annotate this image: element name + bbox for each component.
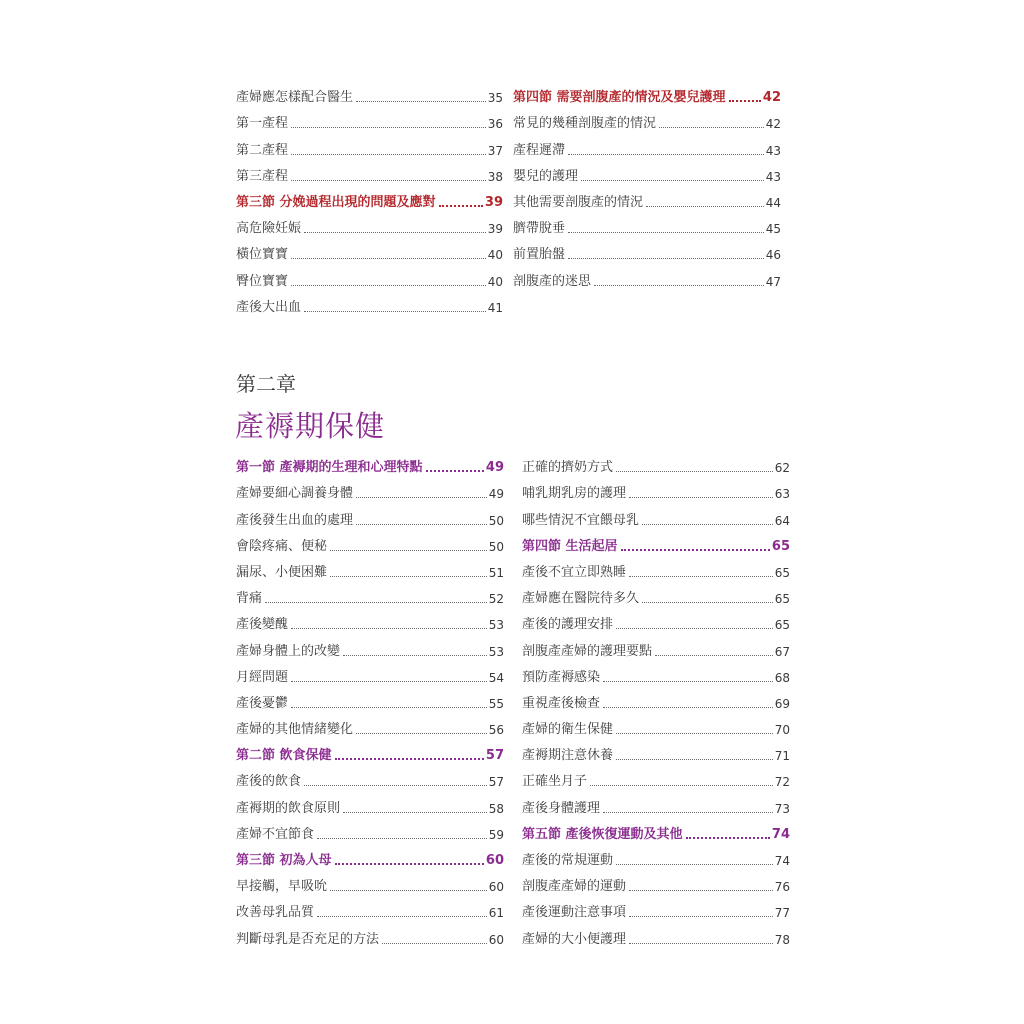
- dot-leader: [621, 549, 770, 551]
- toc-page-number: 38: [487, 169, 503, 184]
- toc-page-number: 53: [488, 618, 504, 633]
- toc-entry: [522, 660, 790, 686]
- toc-entry-title: 第二產程: [236, 142, 289, 158]
- toc-entry: [236, 921, 504, 947]
- toc-entry: [522, 921, 790, 947]
- toc-entry-title: 產後運動注意事項: [522, 905, 627, 921]
- dot-leader: [335, 758, 484, 760]
- dot-leader: [603, 681, 773, 682]
- toc-entry: [236, 529, 504, 555]
- dot-leader: [291, 285, 486, 286]
- toc-entry: [236, 106, 503, 132]
- toc-entry-title: 正確的擠奶方式: [522, 460, 614, 476]
- toc-page-number: 37: [487, 143, 503, 158]
- dot-leader: [642, 602, 773, 603]
- toc-section-heading: [522, 817, 790, 843]
- toc-entry: [522, 712, 790, 738]
- dot-leader: [603, 707, 773, 708]
- toc-entry-title: 剖腹產的迷思: [513, 273, 592, 289]
- dot-leader: [291, 258, 486, 259]
- toc-entry-title: 第二節 飲食保健: [236, 748, 332, 764]
- toc-entry-title: 哺乳期乳房的護理: [522, 486, 627, 502]
- toc-entry-title: 產後發生出血的處理: [236, 512, 354, 528]
- toc-page-number: 71: [774, 749, 790, 764]
- toc-page-number: 50: [488, 539, 504, 554]
- toc-entry-title: 剖腹產產婦的護理要點: [522, 643, 653, 659]
- toc-page-number: 47: [765, 274, 781, 289]
- toc-entry-title: 產婦的衛生保健: [522, 722, 614, 738]
- toc-entry-title: 剖腹產產婦的運動: [522, 879, 627, 895]
- toc-entry-title: 產婦應在醫院待多久: [522, 591, 640, 607]
- toc-page-number: 67: [774, 644, 790, 659]
- toc-entry-title: 哪些情況不宜餵母乳: [522, 512, 640, 528]
- toc-entry-title: 臍帶脫垂: [513, 221, 566, 237]
- toc-entry: [236, 502, 504, 528]
- dot-leader: [568, 258, 764, 259]
- dot-leader: [629, 497, 773, 498]
- toc-entry: [513, 263, 781, 289]
- toc-entry: [513, 159, 781, 185]
- toc-section-heading: [522, 529, 790, 555]
- toc-entry: [513, 211, 781, 237]
- toc-entry-title: 其他需要剖腹產的情況: [513, 194, 644, 210]
- toc-entry-title: 改善母乳品質: [236, 905, 315, 921]
- toc-entry: [522, 790, 790, 816]
- toc-entry: [236, 660, 504, 686]
- toc-column-bottom-left: [236, 450, 504, 948]
- toc-page-number: 43: [765, 169, 781, 184]
- toc-entry: [236, 555, 504, 581]
- toc-entry: [522, 633, 790, 659]
- toc-entry-title: 預防產褥感染: [522, 669, 601, 685]
- toc-entry-title: 產後憂鬱: [236, 695, 289, 711]
- toc-entry-title: 月經問題: [236, 669, 289, 685]
- toc-page-number: 74: [774, 854, 790, 868]
- toc-entry: [236, 237, 503, 263]
- toc-page-number: 58: [488, 801, 504, 816]
- toc-section-heading: [236, 185, 503, 211]
- toc-page-number: 36: [487, 117, 503, 132]
- toc-entry: [236, 132, 503, 158]
- toc-entry: [522, 843, 790, 869]
- dot-leader: [265, 602, 487, 603]
- toc-entry-title: 產後大出血: [236, 299, 302, 315]
- toc-page-number: 60: [488, 932, 504, 947]
- toc-entry-title: 產後的飲食: [236, 774, 302, 790]
- dot-leader: [603, 812, 773, 813]
- dot-leader: [335, 863, 484, 865]
- dot-leader: [330, 890, 487, 891]
- toc-entry-title: 第一產程: [236, 116, 289, 132]
- dot-leader: [291, 707, 487, 708]
- toc-page-number: 65: [771, 538, 790, 554]
- dot-leader: [356, 733, 487, 734]
- toc-entry-title: 產婦的大小便護理: [522, 931, 627, 947]
- toc-entry-title: 臀位寶寶: [236, 273, 289, 289]
- dot-leader: [356, 524, 487, 525]
- dot-leader: [343, 812, 487, 813]
- toc-entry: [236, 581, 504, 607]
- toc-entry-title: 高危險妊娠: [236, 221, 302, 237]
- dot-leader: [330, 550, 487, 551]
- toc-entry: [522, 502, 790, 528]
- dot-leader: [686, 837, 770, 839]
- toc-page-number: 49: [485, 460, 504, 476]
- toc-entry-title: 產程遲滯: [513, 142, 566, 158]
- dot-leader: [616, 759, 773, 760]
- toc-entry-title: 產褥期的飲食原則: [236, 800, 341, 816]
- dot-leader: [330, 576, 487, 577]
- toc-page-number: 73: [774, 801, 790, 816]
- toc-page-number: 78: [774, 932, 790, 947]
- dot-leader: [616, 733, 773, 734]
- toc-page-number: 43: [765, 143, 781, 158]
- toc-page-number: 65: [774, 618, 790, 633]
- toc-page-number: 45: [765, 222, 781, 237]
- toc-entry-title: 第三節 初為人母: [236, 853, 332, 868]
- toc-entry: [236, 476, 504, 502]
- toc-entry: [236, 607, 504, 633]
- dot-leader: [356, 101, 486, 102]
- dot-leader: [616, 864, 773, 865]
- toc-entry: [522, 450, 790, 476]
- toc-entry-title: 正確坐月子: [522, 774, 588, 790]
- toc-entry: [522, 555, 790, 581]
- toc-page-number: 68: [774, 670, 790, 685]
- toc-section-heading: [513, 80, 781, 106]
- toc-entry-title: 第三節 分娩過程出現的問題及應對: [236, 194, 436, 210]
- toc-entry-title: 產褥期注意休養: [522, 748, 614, 764]
- toc-entry: [236, 817, 504, 843]
- toc-entry: [236, 211, 503, 237]
- dot-leader: [291, 127, 486, 128]
- toc-section-heading: [236, 450, 504, 476]
- dot-leader: [590, 785, 773, 786]
- toc-page-number: 76: [774, 880, 790, 895]
- toc-page-number: 40: [487, 274, 503, 289]
- toc-page-number: 61: [488, 906, 504, 921]
- toc-entry-title: 產後的常規運動: [522, 853, 614, 868]
- toc-page-number: 40: [487, 248, 503, 263]
- toc-entry-title: 產後變醜: [236, 617, 289, 633]
- dot-leader: [629, 943, 773, 944]
- toc-entry: [513, 237, 781, 263]
- toc-entry-title: 產婦要細心調養身體: [236, 486, 354, 502]
- toc-column-top-right: [513, 80, 781, 290]
- dot-leader: [304, 232, 486, 233]
- dot-leader: [304, 785, 487, 786]
- toc-page-number: 42: [765, 117, 781, 132]
- toc-entry: [522, 476, 790, 502]
- toc-page-number: 39: [487, 222, 503, 237]
- toc-page-number: 35: [487, 91, 503, 106]
- dot-leader: [304, 311, 486, 312]
- toc-entry-title: 第五節 產後恢復運動及其他: [522, 826, 683, 842]
- toc-page-number: 44: [765, 195, 781, 210]
- toc-entry: [522, 686, 790, 712]
- dot-leader: [616, 628, 773, 629]
- toc-page-number: 63: [774, 487, 790, 502]
- toc-page-number: 54: [488, 670, 504, 685]
- dot-leader: [616, 471, 773, 472]
- toc-page-number: 77: [774, 906, 790, 921]
- toc-entry-title: 第一節 產褥期的生理和心理特點: [236, 460, 423, 476]
- dot-leader: [291, 681, 487, 682]
- toc-page-number: 51: [488, 565, 504, 580]
- toc-page-number: 69: [774, 696, 790, 711]
- toc-entry: [236, 159, 503, 185]
- toc-entry: [236, 290, 503, 316]
- dot-leader: [291, 628, 487, 629]
- toc-entry-title: 第四節 需要剖腹產的情況及嬰兒護理: [513, 90, 726, 106]
- toc-page-number: 49: [488, 487, 504, 502]
- toc-entry-title: 第四節 生活起居: [522, 538, 618, 554]
- toc-entry-title: 重視產後檢查: [522, 695, 601, 711]
- toc-page-number: 72: [774, 775, 790, 790]
- toc-page-number: 74: [771, 826, 790, 842]
- toc-page-number: 55: [488, 696, 504, 711]
- toc-entry-title: 產婦不宜節食: [236, 826, 315, 842]
- dot-leader: [655, 655, 773, 656]
- dot-leader: [356, 497, 487, 498]
- dot-leader: [642, 524, 773, 525]
- dot-leader: [594, 285, 764, 286]
- dot-leader: [729, 100, 761, 102]
- toc-entry-title: 嬰兒的護理: [513, 168, 579, 184]
- toc-page-number: 60: [485, 853, 504, 868]
- toc-entry: [236, 263, 503, 289]
- toc-entry: [522, 738, 790, 764]
- toc-entry: [236, 686, 504, 712]
- toc-entry-title: 判斷母乳是否充足的方法: [236, 931, 380, 947]
- toc-entry-title: 常見的幾種剖腹產的情況: [513, 116, 657, 132]
- toc-page-number: 59: [488, 827, 504, 842]
- toc-entry-title: 第三產程: [236, 168, 289, 184]
- toc-page-number: 52: [488, 592, 504, 607]
- chapter-label: 第二章: [236, 372, 296, 396]
- dot-leader: [426, 470, 484, 472]
- toc-page-number: 65: [774, 592, 790, 607]
- toc-page-number: 70: [774, 723, 790, 738]
- toc-entry-title: 會陰疼痛、便秘: [236, 538, 328, 554]
- toc-section-heading: [236, 738, 504, 764]
- toc-page-number: 56: [488, 723, 504, 738]
- toc-entry: [513, 132, 781, 158]
- dot-leader: [317, 916, 487, 917]
- toc-entry: [522, 764, 790, 790]
- toc-page-number: 65: [774, 565, 790, 580]
- toc-entry: [522, 581, 790, 607]
- toc-page-number: 53: [488, 644, 504, 659]
- toc-entry-title: 早接觸，早吸吮: [236, 879, 328, 895]
- toc-entry: [236, 869, 504, 895]
- toc-entry: [236, 764, 504, 790]
- toc-entry: [236, 895, 504, 921]
- toc-entry: [522, 895, 790, 921]
- toc-page-number: 57: [485, 748, 504, 764]
- toc-entry-title: 產後不宜立即熟睡: [522, 564, 627, 580]
- toc-entry: [522, 607, 790, 633]
- toc-entry-title: 橫位寶寶: [236, 247, 289, 263]
- dot-leader: [382, 943, 487, 944]
- toc-page-number: 57: [488, 775, 504, 790]
- dot-leader: [343, 655, 487, 656]
- dot-leader: [291, 180, 486, 181]
- dot-leader: [581, 180, 764, 181]
- dot-leader: [646, 206, 764, 207]
- toc-entry-title: 產婦應怎樣配合醫生: [236, 90, 354, 106]
- dot-leader: [629, 890, 773, 891]
- toc-page-number: 64: [774, 513, 790, 528]
- toc-page-number: 46: [765, 248, 781, 263]
- dot-leader: [659, 127, 764, 128]
- toc-entry: [513, 106, 781, 132]
- toc-entry: [236, 80, 503, 106]
- dot-leader: [291, 154, 486, 155]
- dot-leader: [568, 232, 764, 233]
- dot-leader: [317, 838, 487, 839]
- dot-leader: [629, 916, 773, 917]
- dot-leader: [439, 205, 483, 207]
- toc-entry: [522, 869, 790, 895]
- toc-page-number: 41: [487, 300, 503, 315]
- toc-entry: [236, 712, 504, 738]
- toc-entry: [513, 185, 781, 211]
- toc-section-heading: [236, 843, 504, 869]
- chapter-title: 產褥期保健: [235, 409, 386, 443]
- toc-page-number: 62: [774, 461, 790, 476]
- toc-page-number: 60: [488, 880, 504, 895]
- toc-page-number: 50: [488, 513, 504, 528]
- toc-column-bottom-right: [522, 450, 790, 948]
- toc-entry-title: 前置胎盤: [513, 247, 566, 263]
- toc-column-top-left: [236, 80, 503, 316]
- toc-page-number: 39: [484, 194, 503, 210]
- toc-entry-title: 產婦身體上的改變: [236, 643, 341, 659]
- toc-entry-title: 漏尿、小便困難: [236, 564, 328, 580]
- toc-entry-title: 產婦的其他情緒變化: [236, 722, 354, 738]
- toc-entry: [236, 633, 504, 659]
- toc-entry-title: 產後的護理安排: [522, 617, 614, 633]
- dot-leader: [629, 576, 773, 577]
- dot-leader: [568, 154, 764, 155]
- toc-page-number: 42: [762, 90, 781, 106]
- toc-entry-title: 產後身體護理: [522, 800, 601, 816]
- toc-entry: [236, 790, 504, 816]
- toc-entry-title: 背痛: [236, 591, 263, 607]
